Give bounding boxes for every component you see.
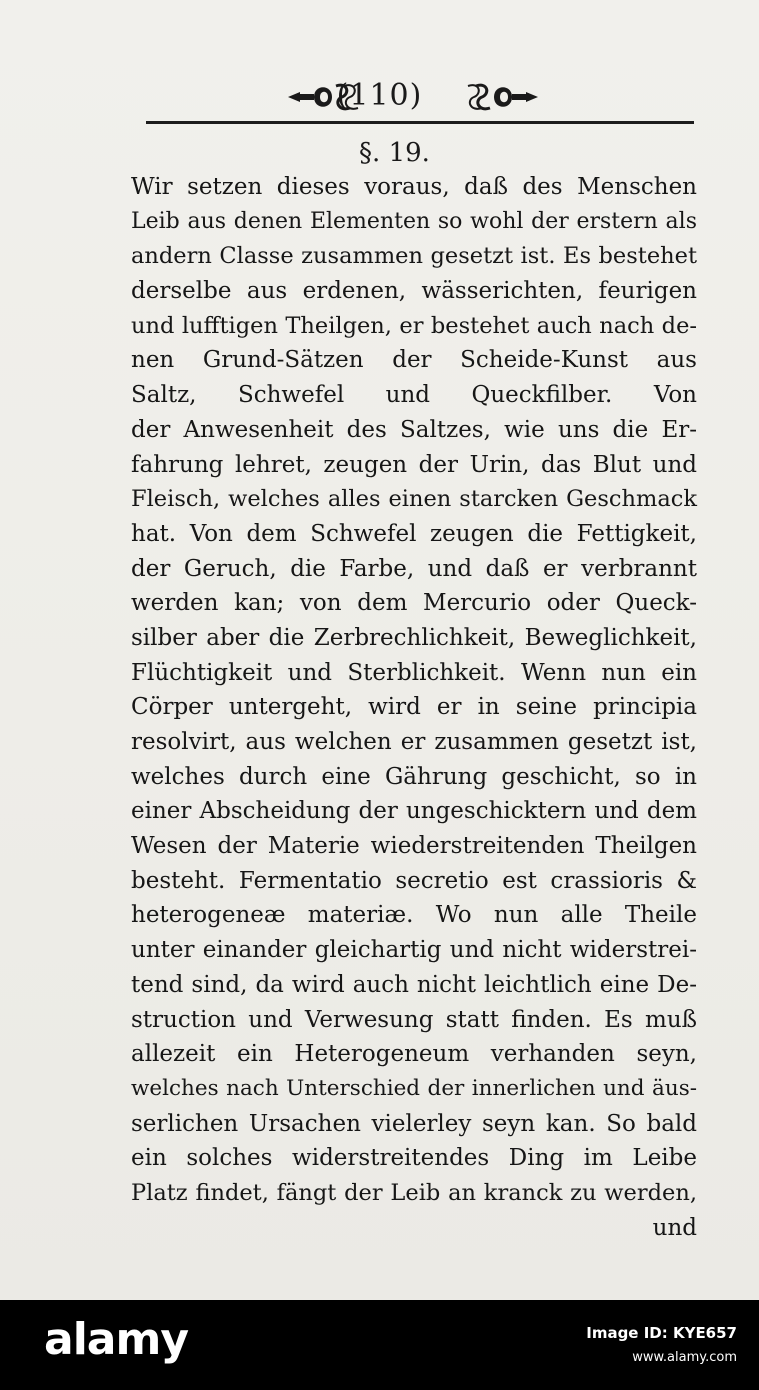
site-url: www.alamy.com xyxy=(632,1350,737,1365)
text-line: struction und Verwesung statt finden. Es muß xyxy=(131,1006,697,1033)
text-line: der Geruch, die Farbe, und daß er verbrannt xyxy=(131,555,697,582)
catchword: und xyxy=(652,1214,697,1241)
text-line: andern Classe zusammen gesetzt ist. Es bestehet xyxy=(131,243,697,270)
text-line: werden kan; von dem Mercurio oder Queck- xyxy=(131,590,697,617)
body-text xyxy=(131,170,697,1245)
text-line: welches nach Unterschied der innerlichen und äus- xyxy=(131,1075,697,1101)
text-line: Fleisch, welches alles einen starcken Geschmack xyxy=(131,486,697,513)
text-line: Platz findet, fängt der Leib an kranck zu werden, xyxy=(131,1179,697,1206)
text-line: nen Grund-Sätzen der Scheide-Kunst aus xyxy=(131,347,697,374)
text-line: der Anwesenheit des Saltzes, wie uns die Er- xyxy=(131,416,697,443)
text-line: resolvirt, aus welchen er zusammen gesetzt ist, xyxy=(131,729,697,755)
text-line: heterogeneæ materiæ. Wo nun alle Theile xyxy=(131,902,697,929)
alamy-logo: alamy xyxy=(44,1314,188,1365)
text-line: Wesen der Materie wiederstreitenden Theilgen xyxy=(131,833,697,860)
text-line: welches durch eine Gährung geschicht, so in xyxy=(131,763,697,790)
stock-footer-bar xyxy=(0,1300,759,1390)
right-ornament-icon xyxy=(456,80,540,114)
text-line: hat. Von dem Schwefel zeugen die Fettigkeit, xyxy=(131,520,697,547)
text-line: Cörper untergeht, wird er in seine principia xyxy=(131,694,697,721)
text-line: Leib aus denen Elementen so wohl der erstern als xyxy=(131,208,697,234)
text-line: tend sind, da wird auch nicht leichtlich eine De- xyxy=(131,971,697,998)
image-id-label: Image ID: KYE657 xyxy=(586,1324,737,1342)
header-rule xyxy=(146,121,694,124)
section-heading: §. 19. xyxy=(359,138,430,168)
text-line: Saltz, Schwefel und Queckfilber. Von xyxy=(131,382,697,409)
text-line: allezeit ein Heterogeneum verhanden seyn, xyxy=(131,1041,697,1068)
text-line: fahrung lehret, zeugen der Urin, das Blut und xyxy=(131,451,697,478)
text-line: unter einander gleichartig und nicht widerstrei- xyxy=(131,937,697,964)
text-line: silber aber die Zerbrechlichkeit, Beweglichkeit, xyxy=(131,624,697,651)
text-line: besteht. Fermentatio secretio est crassioris & xyxy=(131,867,697,894)
text-line: ein solches widerstreitendes Ding im Leibe xyxy=(131,1145,697,1172)
text-line: derselbe aus erdenen, wässerichten, feurigen xyxy=(131,278,697,305)
text-line: serlichen Ursachen vielerley seyn kan. So bald xyxy=(131,1110,697,1137)
page-header xyxy=(0,74,759,118)
text-line: einer Abscheidung der ungeschicktern und dem xyxy=(131,798,697,825)
text-line: Wir setzen dieses voraus, daß des Menschen xyxy=(131,174,697,200)
text-line: und lufftigen Theilgen, er bestehet auch nach de- xyxy=(131,312,697,339)
page-number: (110) xyxy=(336,78,423,113)
text-line: Flüchtigkeit und Sterblichkeit. Wenn nun ein xyxy=(131,659,697,686)
